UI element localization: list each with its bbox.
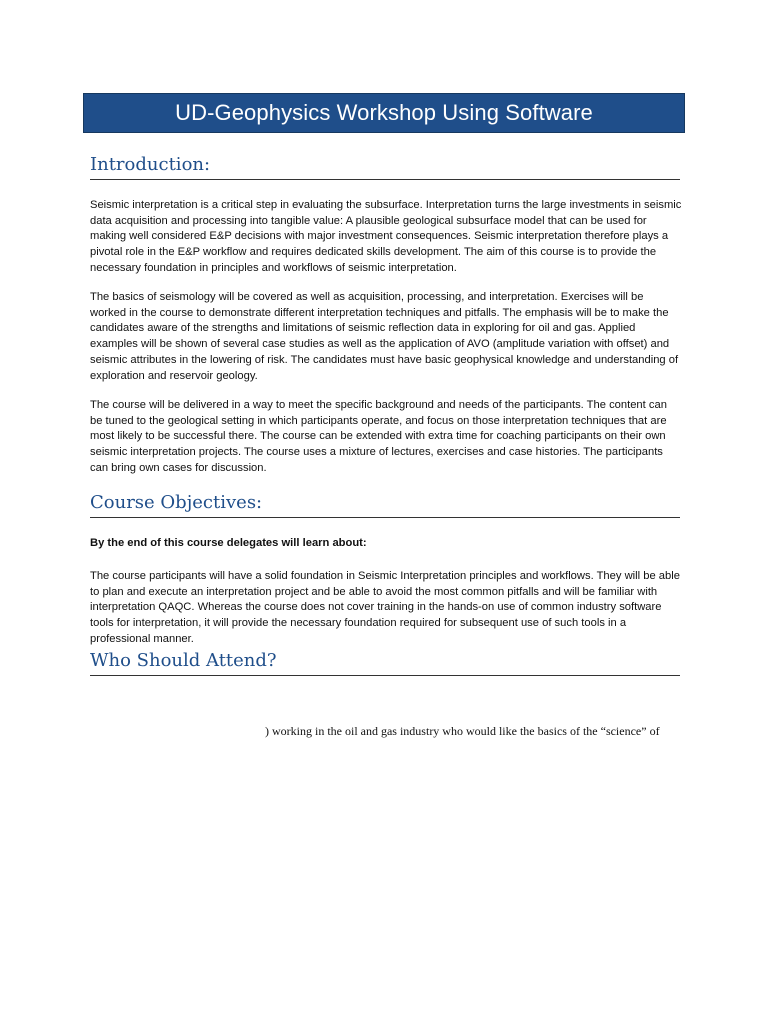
- introduction-paragraph-1: Seismic interpretation is a critical step in evaluating the subsurface. Interpretation turns the large investments in seismic data acquisition and processing into tangible value: A plausible geological subsurface model that can be used for making well considered E&P decisions with major investment consequences. Seismic interpretation therefore plays a pivotal role in the E&P workflow and requires dedicated skills development. The aim of this course is to provide the necessary foundation in principles and workflows of seismic interpretation.: [90, 199, 682, 274]
- attendance-text-fragment: ) working in the oil and gas industry who would like the basics of the “science” of: [265, 724, 660, 738]
- objectives-lead: By the end of this course delegates will learn about:: [90, 537, 367, 549]
- introduction-paragraph-3: The course will be delivered in a way to meet the specific background and needs of the participants. The content can be tuned to the geological setting in which participants operate, and focus on those interpretation techniques that are most likely to be successful there. The course can be extended with extra time for coaching participants on their own seismic interpretation projects. The course uses a mixture of lectures, exercises and case histories. The participants can bring own cases for discussion.: [90, 399, 667, 474]
- who-should-attend-heading: Who Should Attend?: [90, 650, 680, 676]
- document-title: UD-Geophysics Workshop Using Software: [175, 100, 593, 125]
- objectives-paragraph: The course participants will have a solid foundation in Seismic Interpretation principles and workflows. They will be able to plan and execute an interpretation project and be able to avoid the most common pitfalls and will be familiar with interpretation QAQC. Whereas the course does not cover training in the hands-on use of common industry software tools for interpretation, it will provide the necessary foundation required for subsequent use of such tools in a professional manner.: [90, 570, 680, 645]
- introduction-paragraph-2: The basics of seismology will be covered as well as acquisition, processing, and interpretation. Exercises will be worked in the course to demonstrate different interpretation techniques and pitfalls. The emphasis will be to make the candidates aware of the strengths and limitations of seismic reflection data in exploring for oil and gas. Applied examples will be shown of several case studies as well as the application of AVO (amplitude variation with offset) and seismic attributes in the lowering of risk. The candidates must have basic geophysical knowledge and understanding of exploration and reservoir geology.: [90, 291, 679, 382]
- introduction-heading: Introduction:: [90, 154, 680, 180]
- title-banner: [83, 93, 685, 133]
- objectives-heading: Course Objectives:: [90, 492, 680, 518]
